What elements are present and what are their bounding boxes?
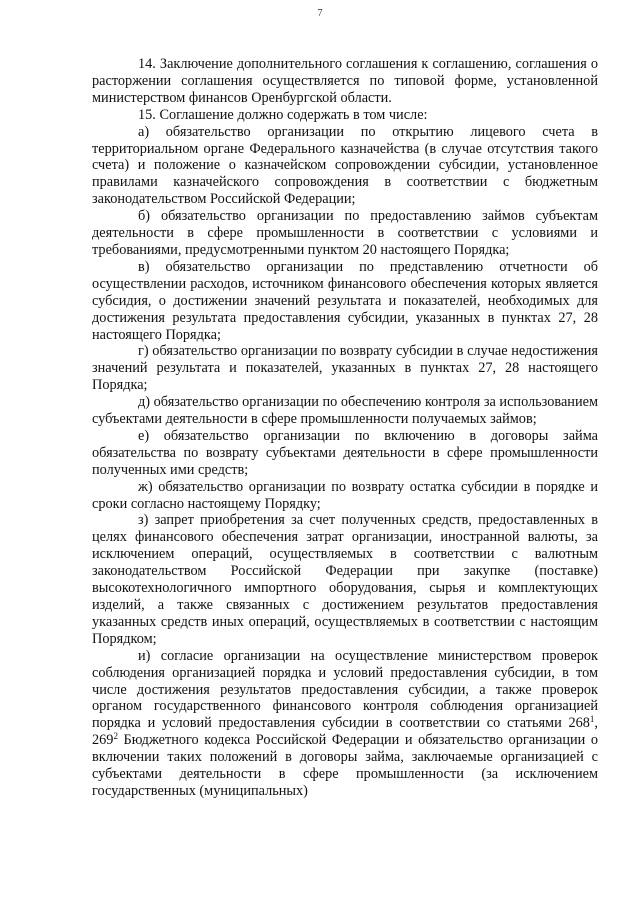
- paragraph-15-e: е) обязательство организации по включению в договоры займа обязательства по возврату субъектами деятельности в сфере промышленности полученных ими средств;: [92, 427, 598, 478]
- paragraph-15-v: в) обязательство организации по представлению отчетности об осуществлении расходов, источником финансового обеспечения которых является субсидия, о достижении значений результата и показателей, необходимых для достижения результата предоставления субсидии, указанных в пунктах 27, 28 настоящего Порядка;: [92, 258, 598, 343]
- page-number: 7: [317, 8, 323, 19]
- paragraph-15-d: д) обязательство организации по обеспечению контроля за использованием субъектами деятельности в сфере промышленности получаемых займов;: [92, 394, 598, 428]
- paragraph-15-i: [92, 648, 598, 800]
- paragraph-15-i-text-2: , 269: [92, 715, 598, 749]
- paragraph-15-z: з) запрет приобретения за счет полученных средств, предоставленных в целях финансового обеспечения затрат организации, иностранной валюты, за исключением операций, осуществляемых в соответствии с валютным законодательством Российской Федерации при закупке (поставке) высокотехнологичного импортного оборудования, сырья и комплектующих изделий, а также связанных с достижением результатов предоставления указанных средств иных операций, осуществляемых в соответствии с настоящим Порядком;: [92, 512, 598, 647]
- paragraph-14: 14. Заключение дополнительного соглашения к соглашению, соглашения о расторжении соглашения осуществляется по типовой форме, установленной министерством финансов Оренбургской области.: [92, 56, 598, 106]
- paragraph-15: 15. Соглашение должно содержать в том числе:: [138, 106, 428, 123]
- superscript-2: 2: [113, 731, 118, 742]
- paragraph-15-i-text-1: и) согласие организации на осуществление министерством проверок соблюдения организацией порядка и условий предоставления субсидии, в том числе достижения результатов предоставления субсидии, а также проверок органом государственного финансового контроля соблюдения организацией порядка и условий предоставления субсидии в соответствии со статьями 268: [92, 647, 598, 732]
- superscript-1: 1: [589, 714, 595, 725]
- paragraph-15-zh: ж) обязательство организации по возврату остатка субсидии в порядке и сроки согласно настоящему Порядку;: [92, 478, 598, 512]
- document-body: [92, 56, 598, 800]
- paragraph-15-b: б) обязательство организации по предоставлению займов субъектам деятельности в сфере промышленности в соответствии с условиями и требованиями, предусмотренными пунктом 20 настоящего Порядка;: [92, 208, 598, 258]
- paragraph-15-i-text-3: Бюджетного кодекса Российской Федерации и обязательство организации о включении таких положений в договоры займа, заключаемые организацией с субъектами деятельности в сфере промышленности (за исключением государственных (муниципальных): [92, 732, 598, 799]
- paragraph-15-a: а) обязательство организации по открытию лицевого счета в территориальном органе Федерального казначейства (в случае отсутствия такого счета) и положение о казначейском сопровождении субсидии, установленное правилами казначейского сопровождения в соответствии с бюджетным законодательством Российской Федерации;: [92, 123, 598, 208]
- paragraph-15-g: г) обязательство организации по возврату субсидии в случае недостижения значений результата и показателей, указанных в пунктах 27, 28 настоящего Порядка;: [92, 343, 598, 394]
